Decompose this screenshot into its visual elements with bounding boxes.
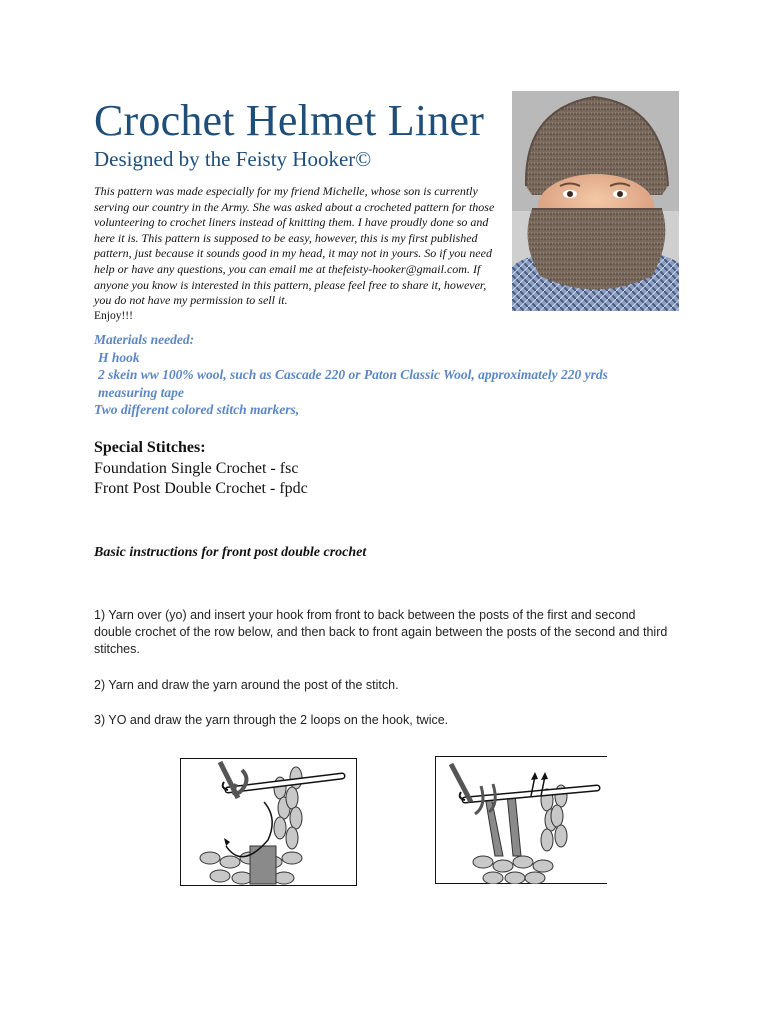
fpdc-step-1-diagram [180, 758, 357, 886]
page-title: Crochet Helmet Liner [94, 96, 485, 145]
special-stitch-item: Front Post Double Crochet - fpdc [94, 480, 308, 497]
materials-heading: Materials needed: [94, 332, 195, 347]
instruction-step-2: 2) Yarn and draw the yarn around the post of the stitch. [94, 678, 399, 692]
materials-item: H hook [98, 349, 140, 365]
instruction-step-3: 3) YO and draw the yarn through the 2 loops on the hook, twice. [94, 713, 449, 727]
intro-text: This pattern was made especially for my friend Michelle, whose son is currently serving our country in the Army. She was asked about a crocheted pattern for those volunteering to crochet liners instead of knitting them. I have proudly done so and here it is. This pattern is supposed to be easy, however, this is my first published pattern, just because it sounds good in my head, it may not in yours. So if you need help or have any questions, you can email me at thefeisty-hooker@gmail.com. If anyone you know is interested in this pattern, please feel free to share it, however, you do not have my permission to sell it. [94, 184, 495, 308]
diagram-2-graphic [435, 756, 607, 884]
helmet-liner-photo [512, 91, 679, 311]
instructions-heading: Basic instructions for front post double crochet [94, 545, 367, 560]
special-stitch-item: Foundation Single Crochet - fsc [94, 459, 299, 477]
photo-graphic [512, 91, 679, 311]
fpdc-step-3-diagram [435, 756, 607, 884]
special-stitches-heading: Special Stitches: [94, 439, 206, 456]
materials-item: 2 skein ww 100% wool, such as Cascade 220 or Paton Classic Wool, approximately 220 yrds [98, 367, 608, 383]
special-stitches-section [94, 438, 594, 500]
materials-item: measuring tape [98, 384, 184, 400]
instruction-step-1: 1) Yarn over (yo) and insert your hook from front to back between the posts of the first and second double crochet of the row below, and then back to front again between the posts of the second and third stitches. [94, 608, 668, 657]
materials-item: Two different colored stitch markers, [94, 402, 300, 418]
intro-closing: Enjoy!!! [94, 309, 133, 322]
materials-section [94, 331, 694, 419]
diagram-1-graphic [180, 758, 357, 886]
page-subtitle: Designed by the Feisty Hooker© [94, 147, 372, 171]
intro-paragraph [94, 184, 506, 324]
